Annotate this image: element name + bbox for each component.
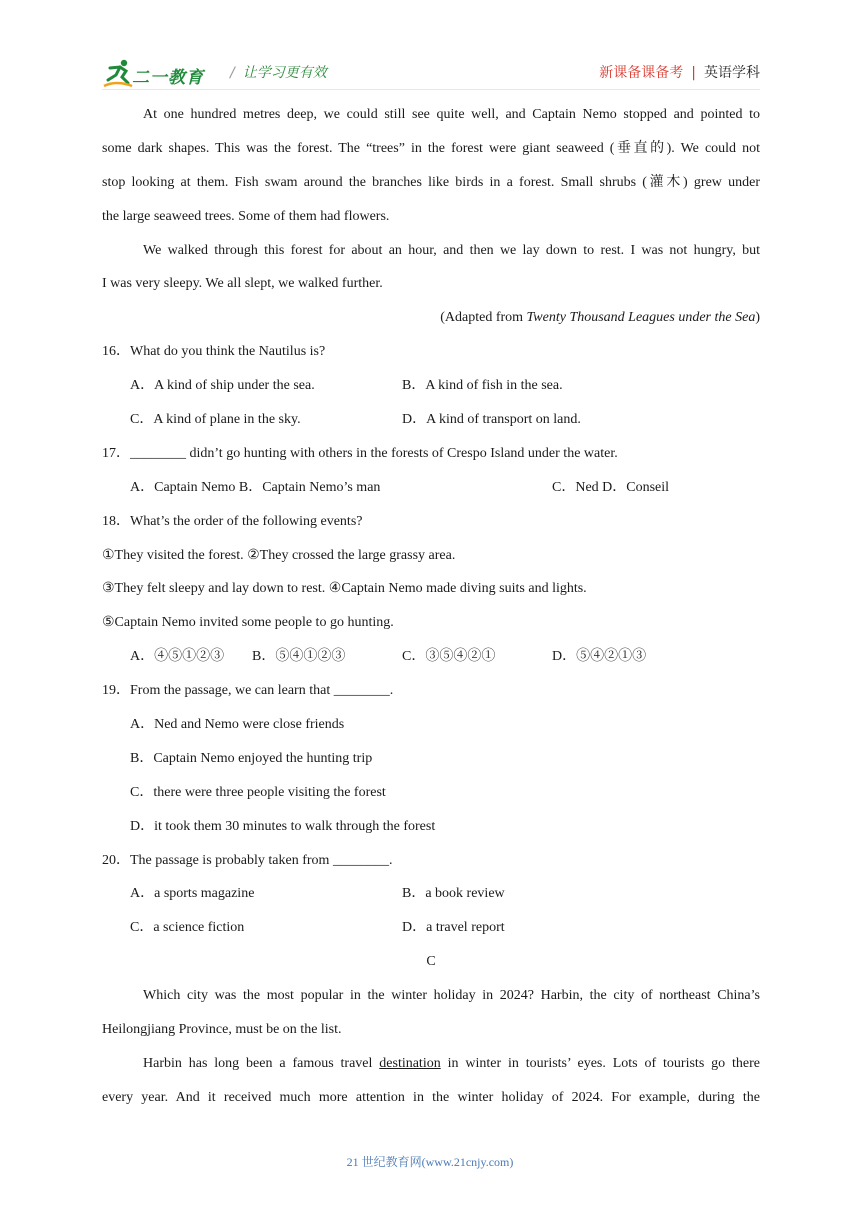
option-b: B．⑤④①②③	[252, 649, 346, 665]
option-a: A．a sports magazine	[130, 886, 255, 902]
passage-line: some dark shapes. This was the forest. The “trees” in the forest were giant seaweed (垂直的). We could not	[102, 140, 760, 156]
option-c: C．③⑤④②①	[402, 649, 496, 665]
runner-icon	[102, 56, 136, 90]
passage-line: stop looking at them. Fish swam around the branches like birds in a forest. Small shrubs (灌木) grew under	[102, 174, 760, 190]
passage-source: (Adapted from Twenty Thousand Leagues under the Sea)	[440, 310, 760, 326]
option-d: D．a travel report	[402, 920, 505, 936]
question-16-stem: 16．What do you think the Nautilus is?	[102, 344, 326, 360]
option-d: D．A kind of transport on land.	[402, 412, 581, 428]
question-20-options-row	[102, 877, 760, 911]
header-separator: |	[691, 65, 696, 81]
document-body	[102, 98, 760, 1115]
passage-line: At one hundred metres deep, we could still see quite well, and Captain Nemo stopped and pointed to	[143, 107, 760, 122]
section-heading: C	[426, 954, 436, 970]
question-17-stem: 17．________ didn’t go hunting with others in the forests of Crespo Island under the water.	[102, 445, 618, 461]
page-footer: 21 世纪教育网(www.21cnjy.com)	[346, 1155, 514, 1169]
option-a: A．④⑤①②③	[130, 649, 225, 665]
page-header	[102, 56, 760, 90]
question-17-options-row	[102, 471, 760, 505]
option-d: D．⑤④②①③	[552, 649, 647, 665]
passage-line: We walked through this forest for about an hour, and then we lay down to rest. I was not hungry, but	[143, 242, 760, 258]
question-20-options-row	[102, 911, 760, 945]
option-b: B．A kind of fish in the sea.	[402, 378, 563, 394]
option-a: A．Ned and Nemo were close friends	[130, 717, 345, 733]
passage-line: Harbin has long been a famous travel destination in winter in tourists’ eyes. Lots of tourists go there	[143, 1055, 760, 1071]
passage-line: Heilongjiang Province, must be on the list.	[102, 1022, 342, 1038]
passage-line: every year. And it received much more attention in the winter holiday of 2024. For example, during the	[102, 1089, 760, 1105]
question-19-stem: 19．From the passage, we can learn that ________.	[102, 683, 394, 699]
option-b: B．Captain Nemo enjoyed the hunting trip	[130, 750, 373, 766]
passage-line: Which city was the most popular in the winter holiday in 2024? Harbin, the city of northeast China’s	[143, 988, 760, 1004]
header-divider	[102, 89, 760, 90]
book-title: Twenty Thousand Leagues under the Sea	[526, 310, 756, 326]
logo	[102, 56, 222, 90]
underlined-word: destination	[379, 1055, 441, 1071]
passage-line: I was very sleepy. We all slept, we walked further.	[102, 276, 383, 292]
question-18-options-row	[102, 640, 760, 674]
slogan-text: 让学习更有效	[242, 65, 327, 81]
option-cd: C．Ned D．Conseil	[552, 479, 670, 495]
option-c: C．a science fiction	[130, 920, 245, 936]
passage-line: the large seaweed trees. Some of them had flowers.	[102, 208, 390, 224]
option-ab: A．Captain Nemo B．Captain Nemo’s man	[130, 479, 381, 495]
subject-label	[599, 62, 760, 82]
course-label: 新课备课备考	[599, 65, 684, 81]
event-list-line: ①They visited the forest. ②They crossed the large grassy area.	[102, 547, 456, 563]
question-16-options-row	[102, 403, 760, 437]
event-list-line: ⑤Captain Nemo invited some people to go hunting.	[102, 615, 394, 631]
option-a: A．A kind of ship under the sea.	[130, 378, 315, 394]
subject-name: 英语学科	[704, 65, 760, 81]
option-c: C．A kind of plane in the sky.	[130, 412, 301, 428]
option-b: B．a book review	[402, 886, 505, 902]
question-16-options-row	[102, 369, 760, 403]
logo-text: 二一教育	[132, 68, 204, 88]
question-18-stem: 18．What’s the order of the following events?	[102, 513, 363, 529]
option-c: C．there were three people visiting the forest	[130, 784, 386, 800]
option-d: D．it took them 30 minutes to walk through the forest	[130, 818, 436, 834]
event-list-line: ③They felt sleepy and lay down to rest. ④Captain Nemo made diving suits and lights.	[102, 581, 587, 597]
slogan: / 让学习更有效	[230, 65, 327, 81]
question-20-stem: 20．The passage is probably taken from ________.	[102, 852, 393, 868]
